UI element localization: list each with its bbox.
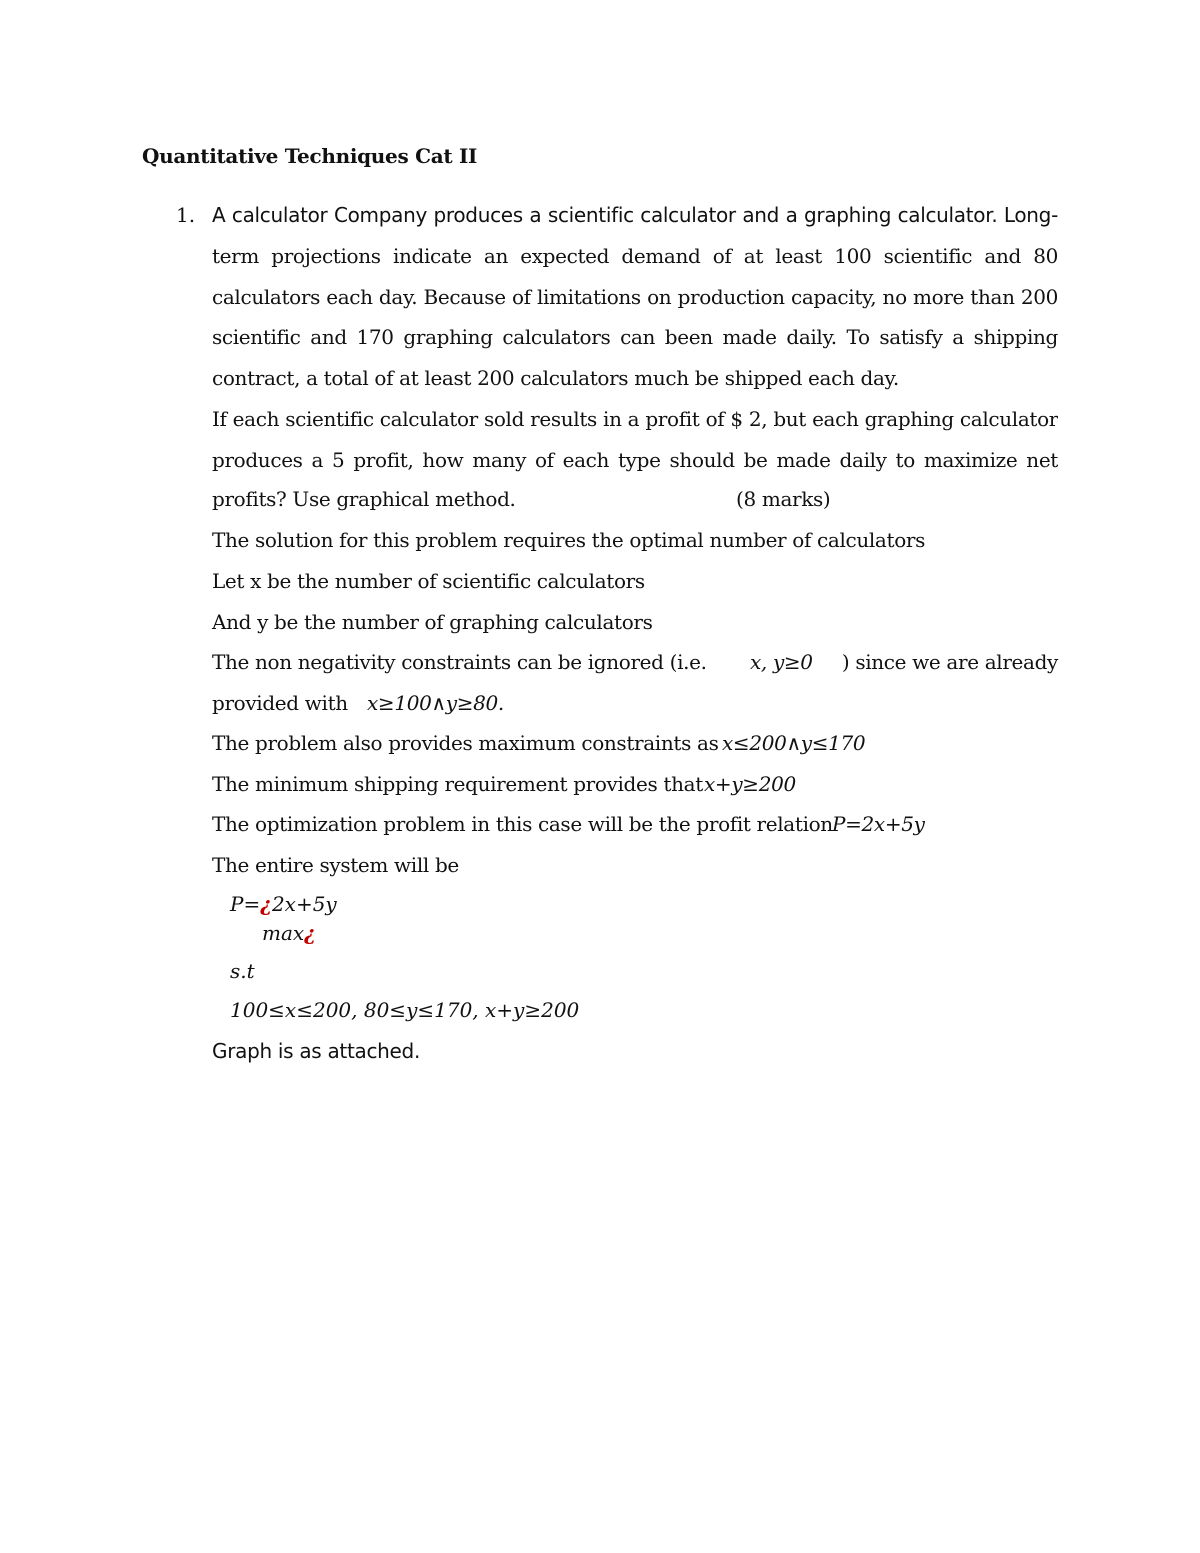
optimization-math: P=2x+5y (832, 812, 925, 836)
system-constraints: 100≤x≤200, 80≤y≤170, x+y≥200 (230, 998, 580, 1022)
nonneg-line (212, 647, 1058, 677)
max-glyph: ¿ (304, 921, 316, 945)
paragraph-line: scientific and 170 graphing calculators can been made daily. To satisfy a shipping (212, 325, 1058, 349)
shipping-math: x+y≥200 (704, 772, 796, 796)
paragraph-text: profits? Use graphical method. (212, 487, 516, 511)
max-constraint-text: The problem also provides maximum constraints as (212, 731, 719, 755)
shipping-text: The minimum shipping requirement provides that (212, 772, 703, 796)
system-line: The entire system will be (212, 853, 459, 877)
paragraph-line: calculators each day. Because of limitations on production capacity, no more than 200 (212, 285, 1058, 309)
max-label: max (262, 921, 305, 945)
optimization-line (212, 809, 1058, 839)
paragraph-line: produces a 5 profit, how many of each type should be made daily to maximize net (212, 448, 1058, 472)
paragraph-line: contract, a total of at least 200 calculators much be shipped each day. (212, 366, 899, 390)
solution-line: Let x be the number of scientific calculators (212, 569, 645, 593)
nonneg-math: x, y≥0 (750, 650, 813, 674)
solution-line: And y be the number of graphing calculators (212, 610, 653, 634)
objective-lhs: P= (230, 892, 261, 916)
system-max (262, 918, 316, 948)
graph-note: Graph is as attached. (212, 1039, 420, 1063)
document-title: Quantitative Techniques Cat II (142, 144, 478, 168)
provided-line (212, 688, 1058, 718)
nonneg-text-end: ) since we are already (841, 650, 1058, 674)
marks-label: (8 marks) (736, 487, 831, 511)
optimization-text: The optimization problem in this case will be the profit relation (212, 812, 833, 836)
max-constraint-math: x≤200∧y≤170 (722, 731, 866, 755)
max-constraint-line (212, 728, 1058, 758)
objective-rhs: 2x+5y (271, 892, 337, 916)
provided-math: x≥100∧y≥80. (367, 691, 504, 715)
paragraph-line: If each scientific calculator sold results in a profit of $ 2, but each graphing calculator (212, 407, 1058, 431)
system-subject-to: s.t (230, 959, 255, 983)
paragraph-line: term projections indicate an expected demand of at least 100 scientific and 80 (212, 244, 1058, 268)
shipping-line (212, 769, 1058, 799)
paragraph-line: A calculator Company produces a scientific calculator and a graphing calculator. Long- (212, 203, 1058, 227)
nonneg-text: The non negativity constraints can be ignored (i.e. (212, 650, 707, 674)
paragraph-line (212, 484, 1058, 514)
system-objective (230, 889, 337, 919)
solution-line: The solution for this problem requires the optimal number of calculators (212, 528, 926, 552)
provided-text: provided with (212, 691, 348, 715)
question-number: 1. (176, 203, 196, 227)
objective-glyph: ¿ (260, 892, 272, 916)
